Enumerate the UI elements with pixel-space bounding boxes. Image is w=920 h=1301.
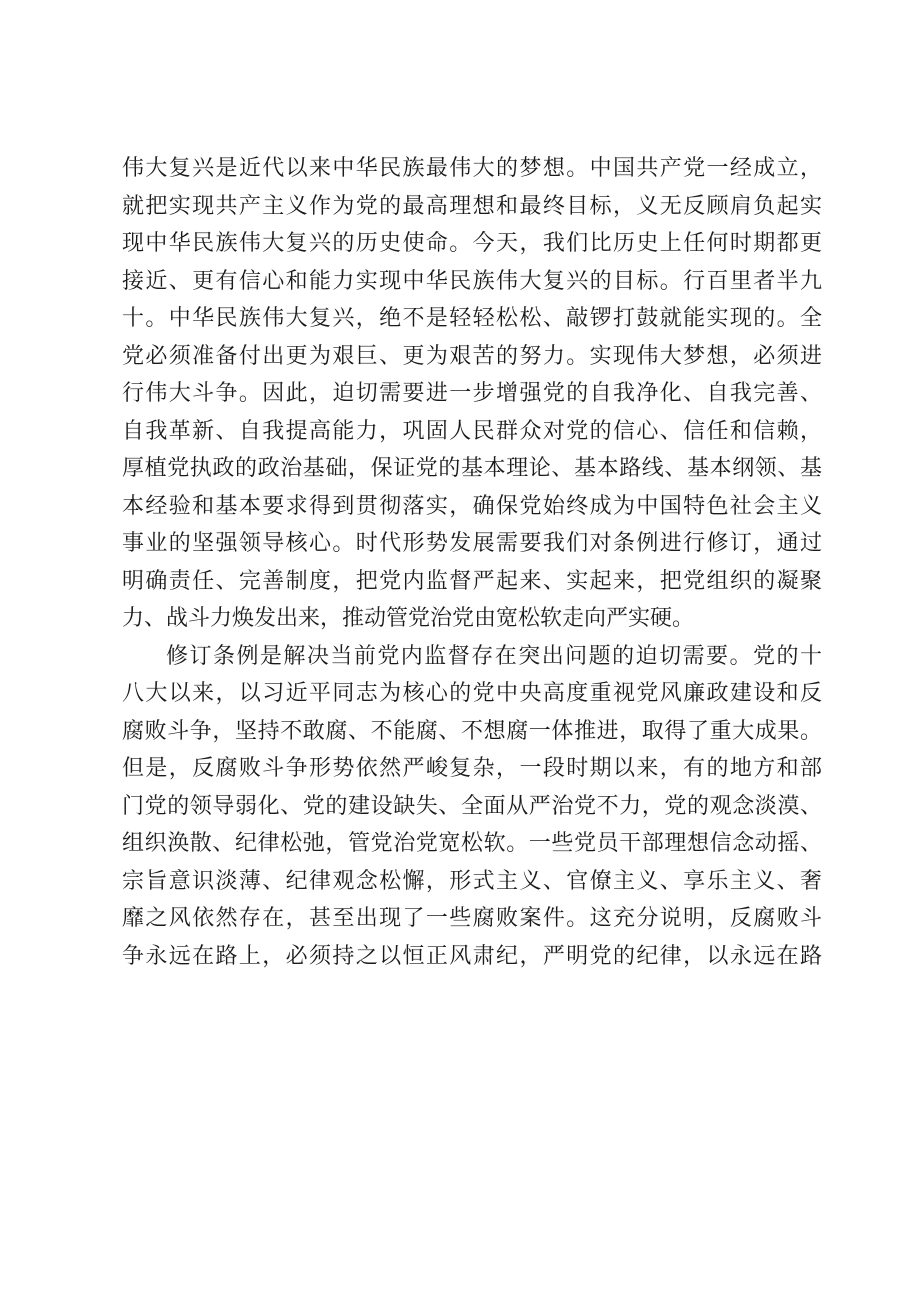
text-line: 现中华民族伟大复兴的历史使命。今天，我们比历史上任何时期都更	[122, 231, 822, 256]
text-line: 但是，反腐败斗争形势依然严峻复杂，一段时期以来，有的地方和部	[122, 756, 822, 781]
text-line: 宗旨意识淡薄、纪律观念松懈，形式主义、官僚主义、享乐主义、奢	[122, 868, 822, 894]
body-text	[122, 150, 822, 975]
paragraph-1	[122, 150, 822, 638]
text-line: 自我革新、自我提高能力，巩固人民群众对党的信心、信任和信赖，	[122, 418, 822, 444]
text-line: 十。中华民族伟大复兴，绝不是轻轻松松、敲锣打鼓就能实现的。全	[122, 306, 822, 331]
text-line: 组织涣散、纪律松弛，管党治党宽松软。一些党员干部理想信念动摇、	[122, 831, 822, 856]
text-line: 腐败斗争，坚持不敢腐、不能腐、不想腐一体推进，取得了重大成果。	[122, 718, 822, 744]
text-line: 门党的领导弱化、党的建设缺失、全面从严治党不力，党的观念淡漠、	[122, 793, 822, 819]
text-line: 争永远在路上，必须持之以恒正风肃纪，严明党的纪律，以永远在路	[122, 943, 822, 969]
text-line: 明确责任、完善制度，把党内监督严起来、实起来，把党组织的凝聚	[122, 568, 822, 594]
text-line: 事业的坚强领导核心。时代形势发展需要我们对条例进行修订，通过	[122, 531, 822, 556]
text-line: 力、战斗力焕发出来，推动管党治党由宽松软走向严实硬。	[122, 606, 695, 631]
text-line: 党必须准备付出更为艰巨、更为艰苦的努力。实现伟大梦想，必须进	[122, 343, 822, 369]
text-line: 靡之风依然存在，甚至出现了一些腐败案件。这充分说明，反腐败斗	[122, 906, 822, 931]
text-line: 修订条例是解决当前党内监督存在突出问题的迫切需要。党的十	[166, 643, 822, 669]
text-line: 本经验和基本要求得到贯彻落实，确保党始终成为中国特色社会主义	[122, 493, 822, 519]
text-line: 行伟大斗争。因此，迫切需要进一步增强党的自我净化、自我完善、	[122, 381, 822, 406]
text-line: 厚植党执政的政治基础，保证党的基本理论、基本路线、基本纲领、基	[122, 456, 822, 481]
paragraph-2	[122, 638, 822, 976]
text-line: 就把实现共产主义作为党的最高理想和最终目标，义无反顾肩负起实	[122, 193, 822, 219]
text-line: 伟大复兴是近代以来中华民族最伟大的梦想。中国共产党一经成立，	[122, 156, 822, 181]
text-line: 接近、更有信心和能力实现中华民族伟大复兴的目标。行百里者半九	[122, 268, 822, 294]
text-line: 八大以来，以习近平同志为核心的党中央高度重视党风廉政建设和反	[122, 681, 822, 706]
